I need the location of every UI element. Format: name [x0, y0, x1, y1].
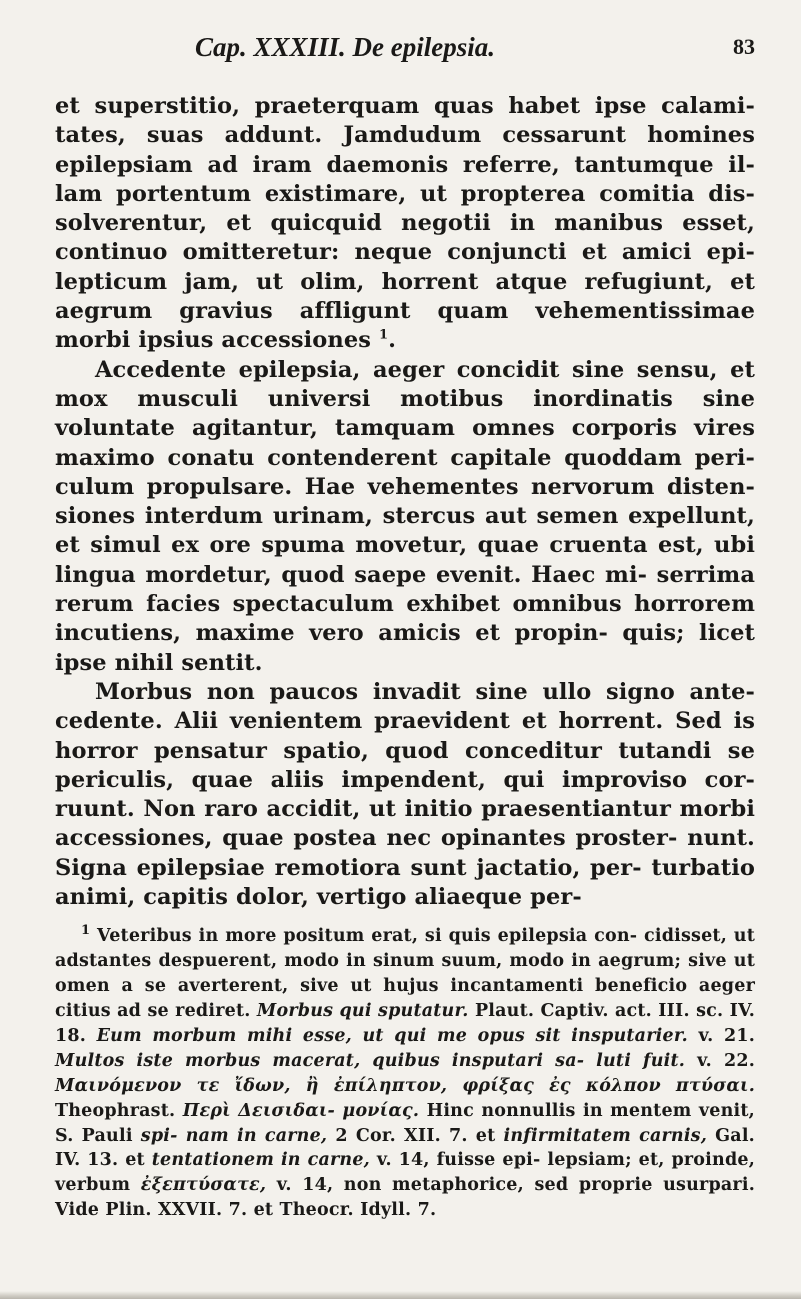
footnote-text-10: v. 14, non metaphorice, sed proprie usurpari. Vide Plin. XXVII. 7. et Theocr. Idyll. 7.	[55, 1175, 755, 1221]
running-header	[55, 30, 755, 70]
footnote-text-2: Plaut. Captiv. act. III. sc. IV. 18.	[55, 1001, 756, 1046]
page-number: 83	[733, 34, 755, 59]
paragraph-1-text: et superstitio, praeterquam quas habet ipse calami- tates, suas addunt. Jamdudum cessarunt homines epilepsiam ad iram daemonis referre, tantumque il- lam portentum existimare, ut propterea comitia dis- solverentur, et quicquid negotii in manibus esset, continuo omitteretur: neque conjuncti et amici epi- lepticum jam, ut olim, horrent atque refugiunt, et aegrum gravius affligunt quam vehementissimae morbi ipsius accessiones	[55, 93, 755, 354]
footnote-reference: 1	[379, 327, 389, 343]
footnote-greek-1: Μαινόμενον τε ἴδων, ἢ ἐπίληπτον, φρίξας ἐς κόλπον πτύσαι.	[55, 1075, 755, 1096]
footnote-text-8: Gal. IV. 13. et	[55, 1125, 755, 1171]
footnote-quote-3: Multos iste morbus macerat, quibus insputari sa- luti fuit.	[55, 1050, 686, 1071]
footnote-text-1: Veteribus in more positum erat, si quis epilepsia con- cidisset, ut adstantes despuerent, modo in sinum suum, modo in aegrum; sive ut omen a se averterent, sive ut hujus incantamenti beneficio aeger citius ad se rediret.	[55, 926, 755, 1022]
book-page	[55, 30, 755, 1223]
footnote	[55, 924, 755, 1223]
footnote-quote-4: spi- nam in carne,	[140, 1125, 328, 1146]
paragraph-3: Morbus non paucos invadit sine ullo signo ante- cedente. Alii venientem praevident et horrent. Sed is horror pensatur spatio, quod conceditur tutandi se periculis, quae aliis impendent, qui improviso cor- ruunt. Non raro accidit, ut initio praesentiantur morbi accessiones, quae postea nec opinantes proster- nunt. Signa epilepsiae remotiora sunt jactatio, per- turbatio animi, capitis dolor, vertigo aliaeque per-	[55, 678, 755, 911]
footnote-text-5: Theophrast.	[55, 1100, 176, 1121]
running-title: Cap. XXXIII. De epilepsia.	[195, 32, 496, 62]
footnote-marker: 1	[81, 923, 91, 939]
footnote-greek-2: Περὶ Δεισιδαι- μονίας.	[182, 1100, 420, 1121]
footnote-quote-1: Morbus qui sputatur.	[256, 1001, 469, 1022]
page-bottom-edge	[0, 1291, 801, 1299]
footnote-quote-5: infirmitatem carnis,	[503, 1125, 708, 1146]
footnote-text-7: 2 Cor. XII. 7. et	[335, 1125, 496, 1146]
footnote-text-6: Hinc nonnullis in mentem venit, S. Pauli	[55, 1100, 755, 1146]
footnote-text-3: v. 21.	[698, 1025, 756, 1046]
footnote-greek-3: ἐξεπτύσατε,	[140, 1175, 267, 1196]
footnote-quote-6: tentationem in carne,	[151, 1150, 370, 1171]
paragraph-2: Accedente epilepsia, aeger concidit sine sensu, et mox musculi universi motibus inordinatis sine voluntate agitantur, tamquam omnes corporis vires maximo conatu contenderent capitale quoddam peri- culum propulsare. Hae vehementes nervorum disten- siones interdum urinam, stercus aut semen expellunt, et simul ex ore spuma movetur, quae cruenta est, ubi lingua mordetur, quod saepe evenit. Haec mi- serrima rerum facies spectaculum exhibet omnibus horrorem incutiens, maxime vero amicis et propin- quis; licet ipse nihil sentit.	[55, 356, 755, 676]
paragraph-1-end: .	[388, 327, 397, 354]
main-text	[55, 92, 755, 912]
footnote-quote-2: Eum morbum mihi esse, ut qui me opus sit insputarier.	[96, 1025, 688, 1046]
footnote-text-4: v. 22.	[697, 1050, 755, 1071]
paragraph-1	[55, 92, 755, 356]
footnote-text-9: v. 14, fuisse epi- lepsiam; et, proinde, verbum	[55, 1150, 756, 1196]
